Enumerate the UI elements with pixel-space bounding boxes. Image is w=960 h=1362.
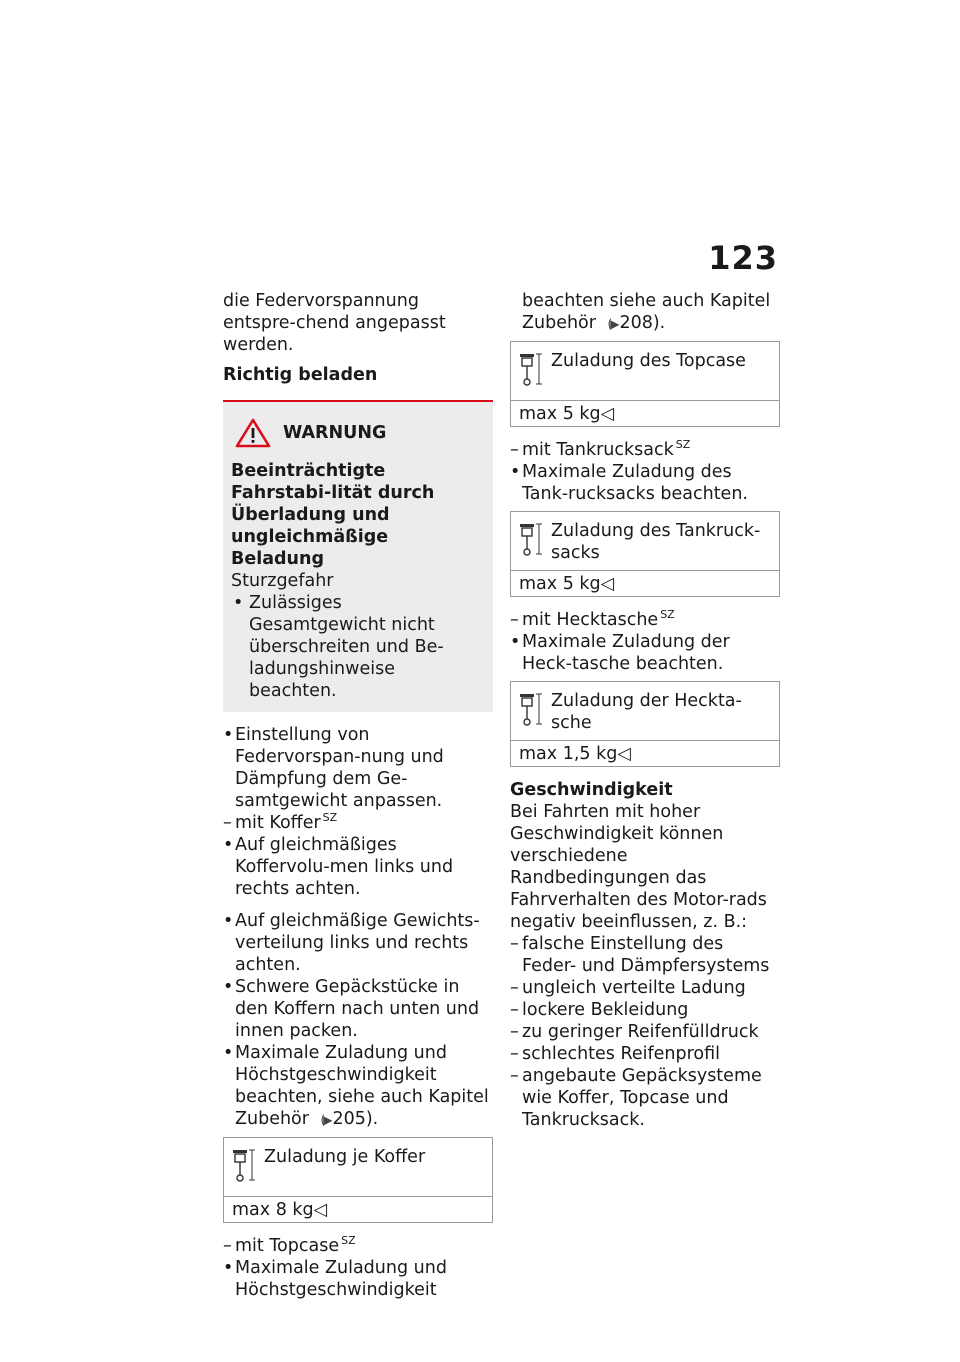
- reference-arrow-icon[interactable]: (▶: [320, 1113, 331, 1127]
- condition-item: [510, 977, 780, 999]
- spec-label: Zuladung der Heckta-sche: [551, 691, 742, 733]
- sz-superscript: SZ: [322, 811, 338, 824]
- condition-item: [510, 1043, 780, 1065]
- list-item-text: Maximale Zuladung der Heck-tasche beachten.: [522, 632, 730, 674]
- condition-item: [510, 933, 780, 977]
- dash-marker: –: [510, 1000, 519, 1020]
- list-item-text: Auf gleichmäßige Gewichts-verteilung links und rechts achten.: [235, 911, 480, 975]
- warning-triangle-icon: [235, 418, 271, 448]
- list-item-text: beachten siehe auch Kapitel Zubehör: [522, 291, 771, 333]
- condition-text: falsche Einstellung des Feder- und Dämpfersystems: [522, 934, 770, 976]
- spec-value: max 8 kg◁: [224, 1196, 492, 1222]
- bullet-marker: •: [223, 911, 234, 931]
- warning-bullet: [231, 592, 483, 702]
- spec-value: max 5 kg◁: [511, 570, 779, 596]
- condition-item: [510, 1021, 780, 1043]
- spec-label: Zuladung des Tankruck-sacks: [551, 521, 761, 563]
- condition-text: mit Koffer: [235, 813, 321, 833]
- load-weight-icon: [517, 520, 543, 558]
- condition-item: [510, 999, 780, 1021]
- bullet-marker: •: [233, 593, 244, 613]
- dash-marker: –: [510, 1022, 519, 1042]
- warning-subtitle: Beeinträchtigte Fahrstabi-lität durch Überladung und ungleichmäßige Beladung: [231, 461, 435, 569]
- list-item-text: Maximale Zuladung des Tank-rucksacks beachten.: [522, 462, 748, 504]
- dash-marker: –: [223, 813, 232, 833]
- dash-marker: –: [510, 934, 519, 954]
- page-reference-205[interactable]: 205).: [332, 1109, 379, 1129]
- bullet-marker: •: [223, 1043, 234, 1063]
- list-item: [223, 834, 493, 900]
- dash-marker: –: [510, 1066, 519, 1086]
- condition-text: mit Hecktasche: [522, 610, 659, 630]
- condition-item: [223, 812, 493, 834]
- bullet-marker: •: [223, 835, 234, 855]
- spec-label: Zuladung des Topcase: [551, 351, 746, 371]
- load-spec-box-hecktasche: [510, 681, 780, 767]
- list-item-text: Schwere Gepäckstücke in den Koffern nach unten und innen packen.: [235, 977, 480, 1041]
- condition-item: [510, 609, 780, 631]
- warning-title: WARNUNG: [283, 423, 387, 443]
- list-item: [223, 976, 493, 1042]
- condition-text: angebaute Gepäcksysteme wie Koffer, Topcase und Tankrucksack.: [522, 1066, 762, 1130]
- sz-superscript: SZ: [675, 438, 691, 451]
- dash-marker: –: [510, 1044, 519, 1064]
- load-spec-box-koffer: [223, 1137, 493, 1223]
- warning-box: [223, 400, 493, 712]
- condition-text: zu geringer Reifenfülldruck: [522, 1022, 759, 1042]
- intro-text: die Federvorspannung entspre-chend angepasst werden.: [223, 291, 446, 355]
- spec-value: max 5 kg◁: [511, 400, 779, 426]
- load-weight-icon: [517, 350, 543, 388]
- bullet-marker: •: [223, 1258, 234, 1278]
- dash-marker: –: [223, 1236, 232, 1256]
- condition-text: mit Tankrucksack: [522, 440, 674, 460]
- warning-header: [235, 418, 483, 448]
- list-item-text: Auf gleichmäßiges Koffervolu-men links und rechts achten.: [235, 835, 454, 899]
- list-item: [223, 1257, 493, 1301]
- sz-superscript: SZ: [660, 608, 675, 621]
- list-item-text: Einstellung von Federvorspan-nung und Dämpfung dem Ge-samtgewicht anpassen.: [235, 725, 444, 811]
- sz-superscript: SZ: [341, 1234, 356, 1247]
- spec-value: max 1,5 kg◁: [511, 740, 779, 766]
- section-heading-richtig-beladen: Richtig beladen: [223, 365, 378, 385]
- dash-marker: –: [510, 978, 519, 998]
- reference-arrow-icon[interactable]: (▶: [607, 317, 618, 331]
- list-item: [510, 461, 780, 505]
- condition-item: [223, 1235, 493, 1257]
- list-item: [223, 910, 493, 976]
- load-weight-icon: [517, 690, 543, 728]
- page-number: 123: [708, 239, 778, 277]
- section-heading-geschwindigkeit: Geschwindigkeit: [510, 780, 673, 800]
- list-item-text: Maximale Zuladung und Höchstgeschwindigkeit: [235, 1258, 447, 1300]
- left-column: [223, 290, 493, 1301]
- condition-text: ungleich verteilte Ladung: [522, 978, 746, 998]
- list-item-continuation: [510, 290, 780, 335]
- speed-paragraph: Bei Fahrten mit hoher Geschwindigkeit können verschiedene Randbedingungen das Fahrverhalten des Motor-rads negativ beeinflussen, z. B.:: [510, 802, 767, 932]
- spec-label: Zuladung je Koffer: [264, 1147, 426, 1167]
- condition-text: mit Topcase: [235, 1236, 340, 1256]
- list-item-text: Maximale Zuladung und Höchstgeschwindigkeit beachten, siehe auch Kapitel Zubehör: [235, 1043, 489, 1129]
- condition-item: [510, 1065, 780, 1131]
- load-spec-box-topcase: [510, 341, 780, 427]
- condition-text: lockere Bekleidung: [522, 1000, 689, 1020]
- bullet-marker: •: [510, 632, 521, 652]
- load-weight-icon: [230, 1146, 256, 1184]
- condition-item: [510, 439, 780, 461]
- bullet-marker: •: [510, 462, 521, 482]
- load-spec-box-tankrucksack: [510, 511, 780, 597]
- list-item: [510, 631, 780, 675]
- page-reference-208[interactable]: 208).: [619, 313, 666, 333]
- warning-bullet-text: Zulässiges Gesamtgewicht nicht überschreiten und Be-ladungshinweise beachten.: [249, 593, 444, 701]
- condition-text: schlechtes Reifenprofil: [522, 1044, 721, 1064]
- dash-marker: –: [510, 610, 519, 630]
- bullet-marker: •: [223, 977, 234, 997]
- dash-marker: –: [510, 440, 519, 460]
- list-item: [223, 724, 493, 812]
- warning-danger: Sturzgefahr: [231, 571, 334, 591]
- list-item: [223, 1042, 493, 1131]
- bullet-marker: •: [223, 725, 234, 745]
- right-column: [510, 290, 780, 1131]
